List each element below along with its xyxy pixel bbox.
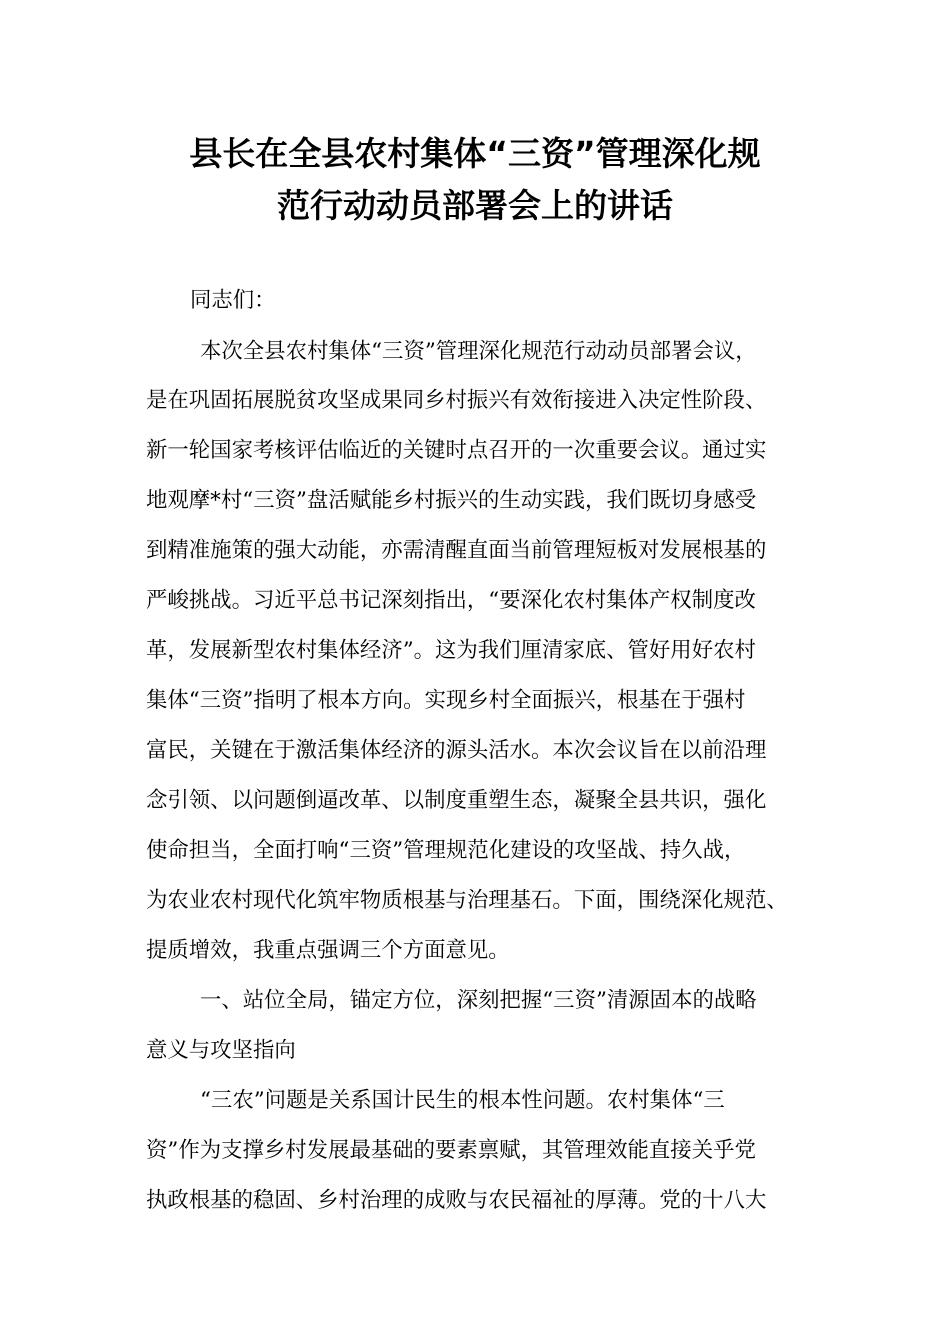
paragraph-line: 提质增效，我重点强调三个方面意见。 (146, 938, 510, 963)
paragraph-line: 富民，关键在于激活集体经济的源头活水。本次会议旨在以前沿理 (146, 738, 767, 763)
paragraph-line: 使命担当，全面打响“三资”管理规范化建设的攻坚战、持久战， (146, 838, 746, 863)
paragraph-line: 革，发展新型农村集体经济”。这为我们厘清家底、管好用好农村 (146, 638, 756, 663)
paragraph-line: 本次全县农村集体“三资”管理深化规范行动动员部署会议， (200, 339, 757, 364)
paragraph-line: 严峻挑战。习近平总书记深刻指出，“要深化农村集体产权制度改 (146, 588, 756, 613)
paragraph-line: 资”作为支撑乡村发展最基础的要素禀赋，其管理效能直接关乎党 (146, 1138, 756, 1163)
paragraph-line: 到精准施策的强大动能，亦需清醒直面当前管理短板对发展根基的 (146, 538, 767, 563)
paragraph-line: “三农”问题是关系国计民生的根本性问题。农村集体“三 (200, 1088, 725, 1113)
paragraph-line: 是在巩固拓展脱贫攻坚成果同乡村振兴有效衔接进入决定性阶段、 (146, 388, 767, 413)
paragraph-line: 新一轮国家考核评估临近的关键时点召开的一次重要会议。通过实 (146, 438, 767, 463)
document-title-line-2: 范行动动员部署会上的讲话 (277, 186, 673, 225)
section-heading-line: 意义与攻坚指向 (146, 1038, 296, 1063)
salutation: 同志们： (190, 288, 276, 313)
section-heading-line: 一、站位全局，锚定方位，深刻把握“三资”清源固本的战略 (200, 988, 757, 1013)
paragraph-line: 念引领、以问题倒逼改革、以制度重塑生态，凝聚全县共识，强化 (146, 788, 767, 813)
paragraph-line: 地观摩*村“三资”盘活赋能乡村振兴的生动实践，我们既切身感受 (146, 488, 757, 513)
paragraph-line: 集体“三资”指明了根本方向。实现乡村全面振兴，根基在于强村 (146, 688, 746, 713)
document-title-line-1: 县长在全县农村集体“三资”管理深化规 (189, 134, 761, 173)
paragraph-line: 为农业农村现代化筑牢物质根基与治理基石。下面，围绕深化规范、 (146, 888, 788, 913)
paragraph-line: 执政根基的稳固、乡村治理的成败与农民福祉的厚薄。党的十八大 (146, 1188, 767, 1213)
